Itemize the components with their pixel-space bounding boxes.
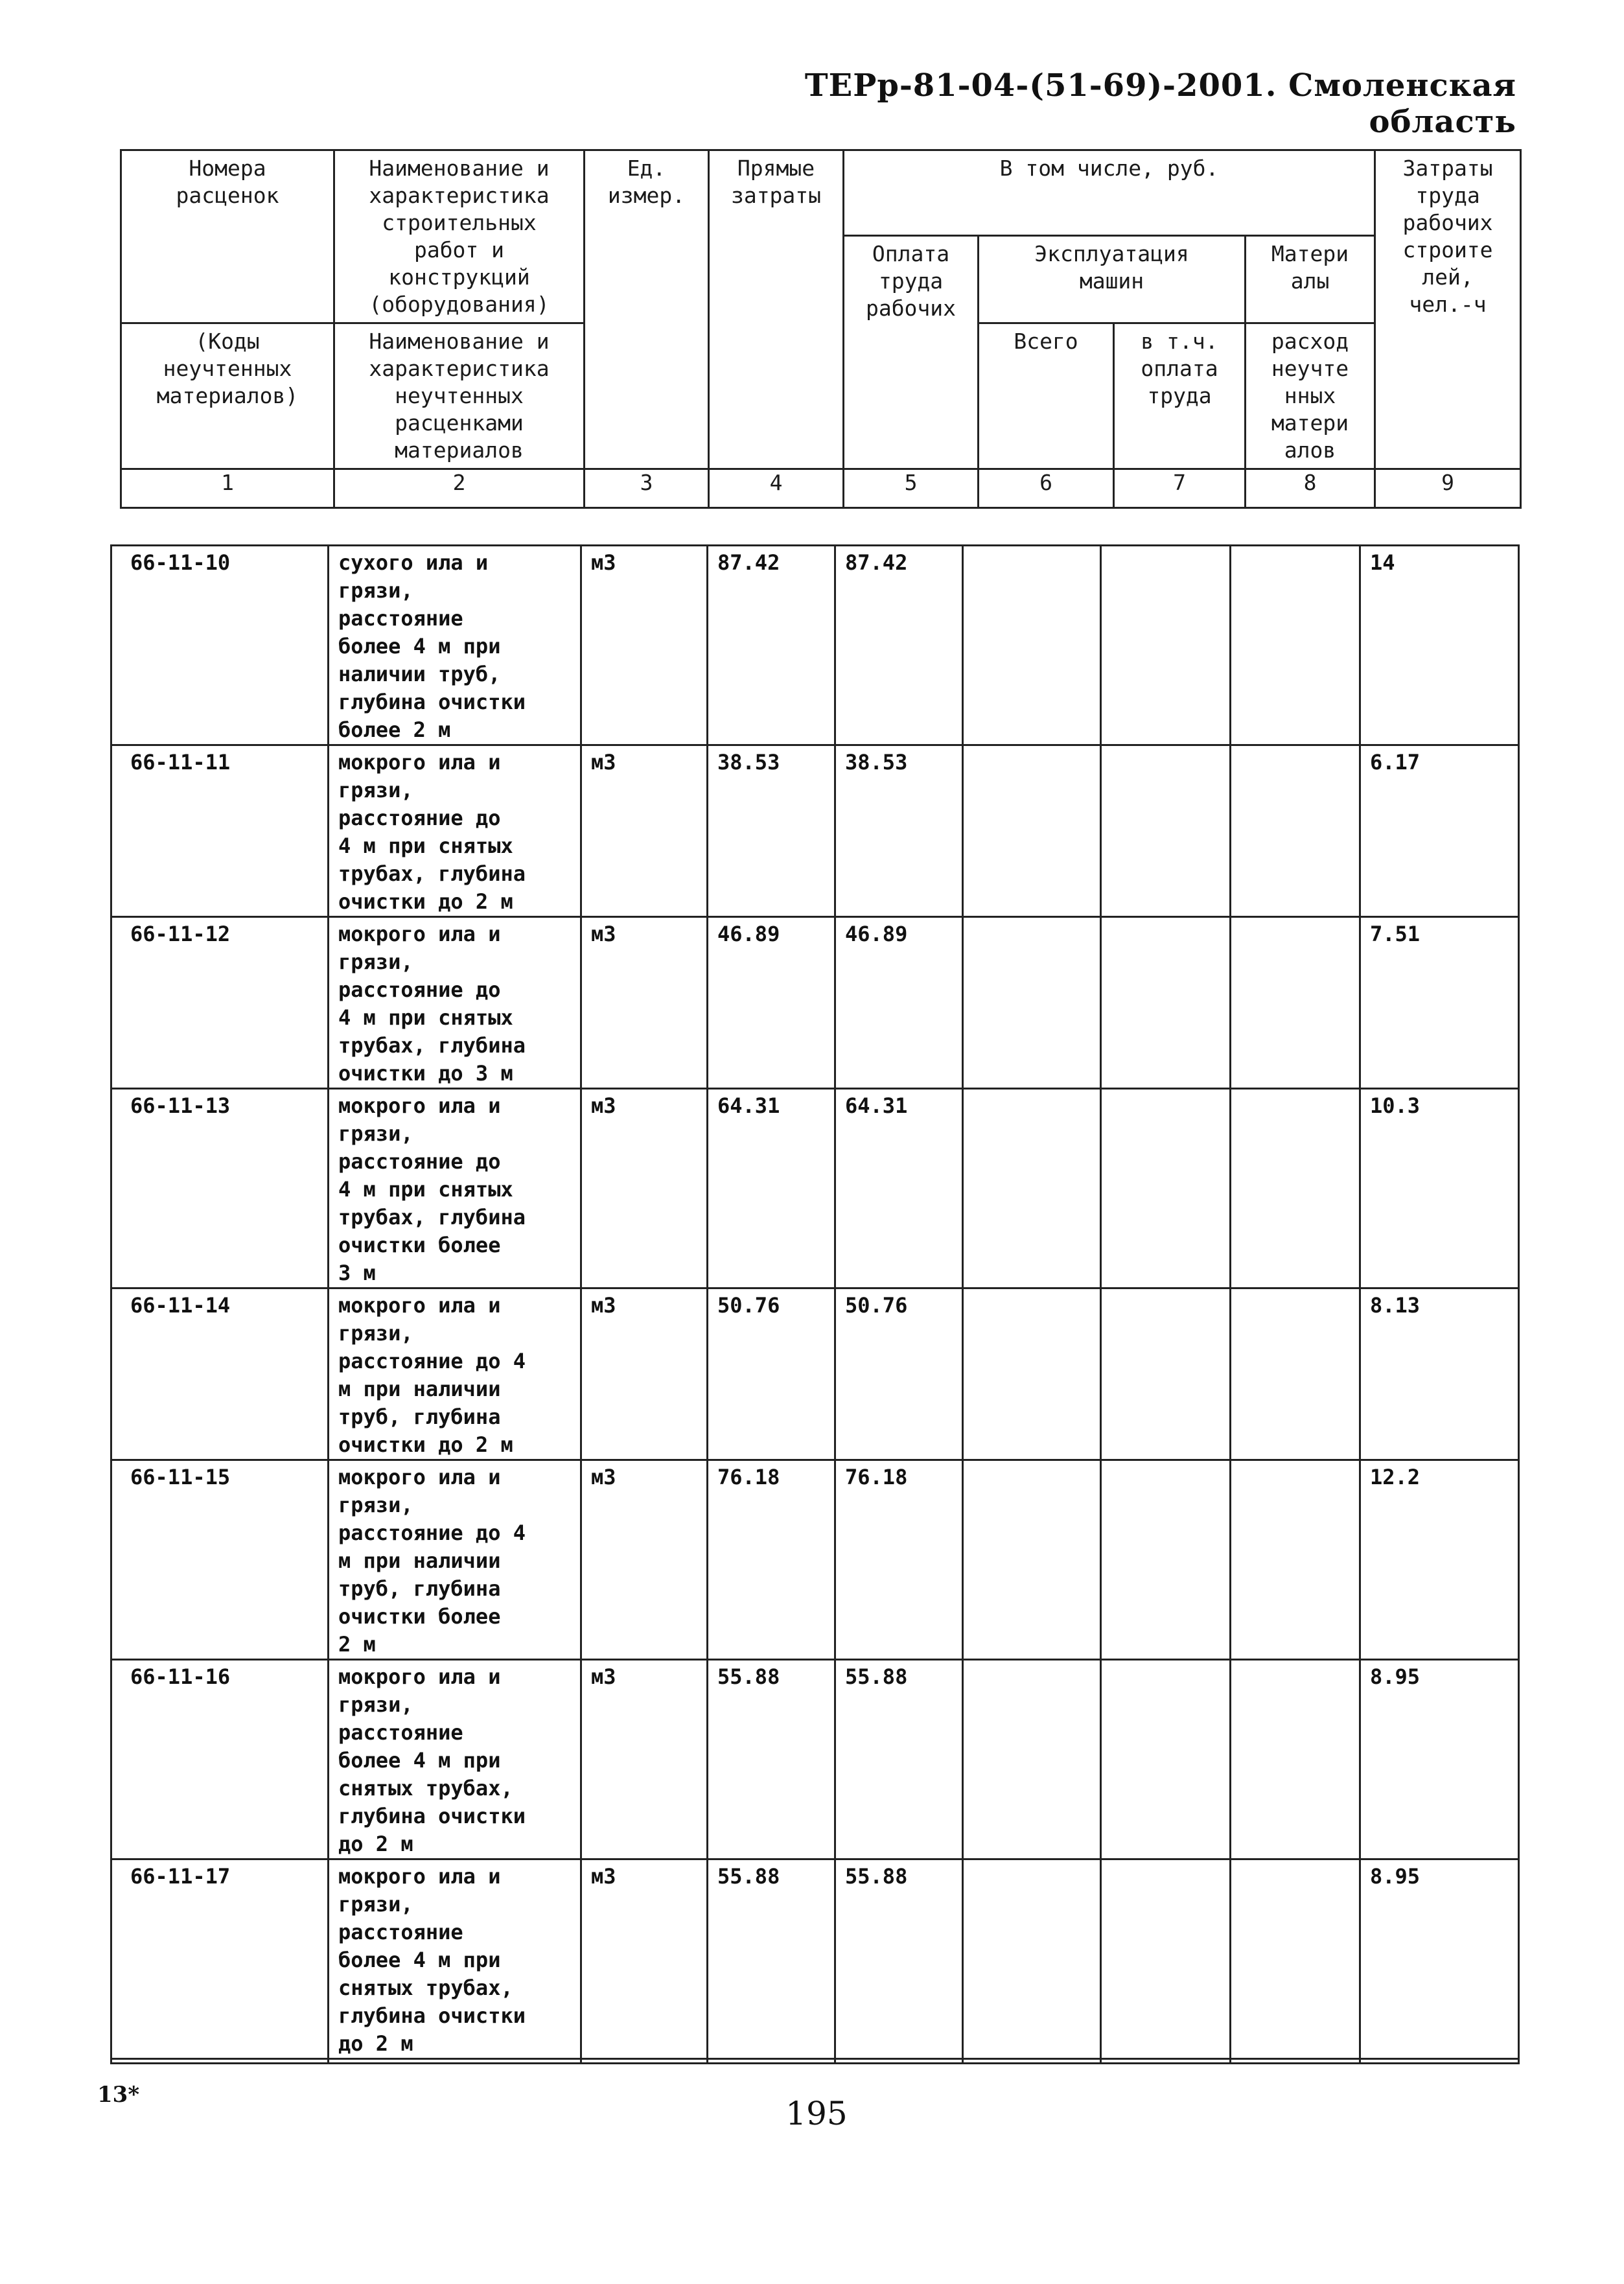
description-cell: мокрого ила и грязи, расстояние более 4 м при снятых трубах, глубина очистки до 2 м <box>329 1859 581 2059</box>
direct-costs-cell: 55.88 <box>708 1660 835 1859</box>
header-rate-numbers: Номера расценок <box>121 150 334 323</box>
description-cell: мокрого ила и грязи, расстояние до 4 м при снятых трубах, глубина очистки более 3 м <box>329 1089 581 1288</box>
empty-cell <box>835 2059 963 2064</box>
empty-cell <box>581 2059 708 2064</box>
labor-hours-cell: 10.3 <box>1360 1089 1519 1288</box>
direct-costs-cell: 38.53 <box>708 745 835 917</box>
header-unaccounted-codes: (Коды неучтенных материалов) <box>121 323 334 469</box>
table-header <box>120 149 1522 509</box>
rate-code-cell: 66-11-10 <box>111 546 329 745</box>
labor-hours-cell: 8.95 <box>1360 1859 1519 2059</box>
empty-cell <box>1231 2059 1360 2064</box>
direct-costs-cell: 50.76 <box>708 1288 835 1460</box>
materials-cell <box>1231 1460 1360 1660</box>
machines-pay-cell <box>1101 1089 1231 1288</box>
header-machine-operation: Эксплуатация машин <box>979 236 1246 323</box>
column-number: 3 <box>585 469 709 508</box>
table-row <box>111 546 1519 745</box>
labor-pay-cell: 64.31 <box>835 1089 963 1288</box>
unit-cell: м3 <box>581 1288 708 1460</box>
unit-cell: м3 <box>581 1089 708 1288</box>
header-worker-pay: Оплата труда рабочих <box>844 236 979 469</box>
empty-cell <box>1360 2059 1519 2064</box>
machines-pay-cell <box>1101 745 1231 917</box>
machines-pay-cell <box>1101 546 1231 745</box>
column-number: 7 <box>1114 469 1246 508</box>
description-cell: мокрого ила и грязи, расстояние до 4 м при снятых трубах, глубина очистки до 2 м <box>329 745 581 917</box>
labor-hours-cell: 12.2 <box>1360 1460 1519 1660</box>
footnote-mark: 13* <box>97 2082 140 2108</box>
materials-cell <box>1231 1660 1360 1859</box>
materials-cell <box>1231 1089 1360 1288</box>
column-number: 2 <box>334 469 585 508</box>
column-number: 9 <box>1375 469 1521 508</box>
table-row <box>111 1660 1519 1859</box>
rate-code-cell: 66-11-11 <box>111 745 329 917</box>
header-labor-hours: Затраты труда рабочих строите лей, чел.-ч <box>1375 150 1521 469</box>
labor-pay-cell: 55.88 <box>835 1859 963 2059</box>
materials-cell <box>1231 745 1360 917</box>
unit-cell: м3 <box>581 917 708 1089</box>
header-machines-total: Всего <box>979 323 1114 469</box>
empty-cell <box>111 2059 329 2064</box>
rate-code-cell: 66-11-14 <box>111 1288 329 1460</box>
rate-code-cell: 66-11-16 <box>111 1660 329 1859</box>
column-number: 6 <box>979 469 1114 508</box>
header-direct-costs: Прямые затраты <box>709 150 844 469</box>
materials-cell <box>1231 546 1360 745</box>
direct-costs-cell: 76.18 <box>708 1460 835 1660</box>
rate-code-cell: 66-11-15 <box>111 1460 329 1660</box>
rate-code-cell: 66-11-13 <box>111 1089 329 1288</box>
labor-hours-cell: 7.51 <box>1360 917 1519 1089</box>
header-unaccounted-usage: расход неучте нных матери алов <box>1246 323 1375 469</box>
page-title: ТЕРр-81-04-(51-69)-2001. Смоленская область <box>804 67 1516 140</box>
header-machines-pay: в т.ч. оплата труда <box>1114 323 1246 469</box>
rate-code-cell: 66-11-12 <box>111 917 329 1089</box>
direct-costs-cell: 87.42 <box>708 546 835 745</box>
table-row <box>111 1288 1519 1460</box>
labor-hours-cell: 14 <box>1360 546 1519 745</box>
table-row <box>111 745 1519 917</box>
description-cell: сухого ила и грязи, расстояние более 4 м при наличии труб, глубина очистки более 2 м <box>329 546 581 745</box>
machines-total-cell <box>963 1089 1101 1288</box>
labor-hours-cell: 8.95 <box>1360 1660 1519 1859</box>
rate-code-cell: 66-11-17 <box>111 1859 329 2059</box>
machines-total-cell <box>963 1859 1101 2059</box>
header-materials: Матери алы <box>1246 236 1375 323</box>
header-unaccounted-name: Наименование и характеристика неучтенных расценками материалов <box>334 323 585 469</box>
table-row <box>111 1460 1519 1660</box>
machines-pay-cell <box>1101 1288 1231 1460</box>
materials-cell <box>1231 1288 1360 1460</box>
table-filler-row <box>111 2059 1519 2064</box>
unit-cell: м3 <box>581 1460 708 1660</box>
table-row <box>111 917 1519 1089</box>
table-row <box>111 1089 1519 1288</box>
empty-cell <box>708 2059 835 2064</box>
labor-pay-cell: 50.76 <box>835 1288 963 1460</box>
page-number: 195 <box>785 2095 848 2132</box>
labor-pay-cell: 87.42 <box>835 546 963 745</box>
unit-cell: м3 <box>581 745 708 917</box>
labor-pay-cell: 55.88 <box>835 1660 963 1859</box>
materials-cell <box>1231 1859 1360 2059</box>
header-work-name: Наименование и характеристика строительных работ и конструкций (оборудования) <box>334 150 585 323</box>
description-cell: мокрого ила и грязи, расстояние до 4 м при снятых трубах, глубина очистки до 3 м <box>329 917 581 1089</box>
description-cell: мокрого ила и грязи, расстояние до 4 м при наличии труб, глубина очистки до 2 м <box>329 1288 581 1460</box>
unit-cell: м3 <box>581 546 708 745</box>
labor-pay-cell: 76.18 <box>835 1460 963 1660</box>
machines-total-cell <box>963 1460 1101 1660</box>
machines-total-cell <box>963 1288 1101 1460</box>
labor-hours-cell: 8.13 <box>1360 1288 1519 1460</box>
labor-hours-cell: 6.17 <box>1360 745 1519 917</box>
machines-pay-cell <box>1101 1660 1231 1859</box>
machines-total-cell <box>963 1660 1101 1859</box>
column-number: 8 <box>1246 469 1375 508</box>
labor-pay-cell: 46.89 <box>835 917 963 1089</box>
column-number: 4 <box>709 469 844 508</box>
column-number: 1 <box>121 469 334 508</box>
machines-total-cell <box>963 745 1101 917</box>
direct-costs-cell: 64.31 <box>708 1089 835 1288</box>
direct-costs-cell: 55.88 <box>708 1859 835 2059</box>
materials-cell <box>1231 917 1360 1089</box>
machines-pay-cell <box>1101 1460 1231 1660</box>
header-including: В том числе, руб. <box>844 150 1375 236</box>
machines-total-cell <box>963 917 1101 1089</box>
header-unit: Ед. измер. <box>585 150 709 469</box>
labor-pay-cell: 38.53 <box>835 745 963 917</box>
empty-cell <box>963 2059 1101 2064</box>
description-cell: мокрого ила и грязи, расстояние до 4 м при наличии труб, глубина очистки более 2 м <box>329 1460 581 1660</box>
unit-cell: м3 <box>581 1859 708 2059</box>
machines-pay-cell <box>1101 1859 1231 2059</box>
direct-costs-cell: 46.89 <box>708 917 835 1089</box>
rates-table <box>110 544 1520 2064</box>
unit-cell: м3 <box>581 1660 708 1859</box>
empty-cell <box>1101 2059 1231 2064</box>
description-cell: мокрого ила и грязи, расстояние более 4 м при снятых трубах, глубина очистки до 2 м <box>329 1660 581 1859</box>
column-number: 5 <box>844 469 979 508</box>
table-row <box>111 1859 1519 2059</box>
machines-pay-cell <box>1101 917 1231 1089</box>
machines-total-cell <box>963 546 1101 745</box>
empty-cell <box>329 2059 581 2064</box>
